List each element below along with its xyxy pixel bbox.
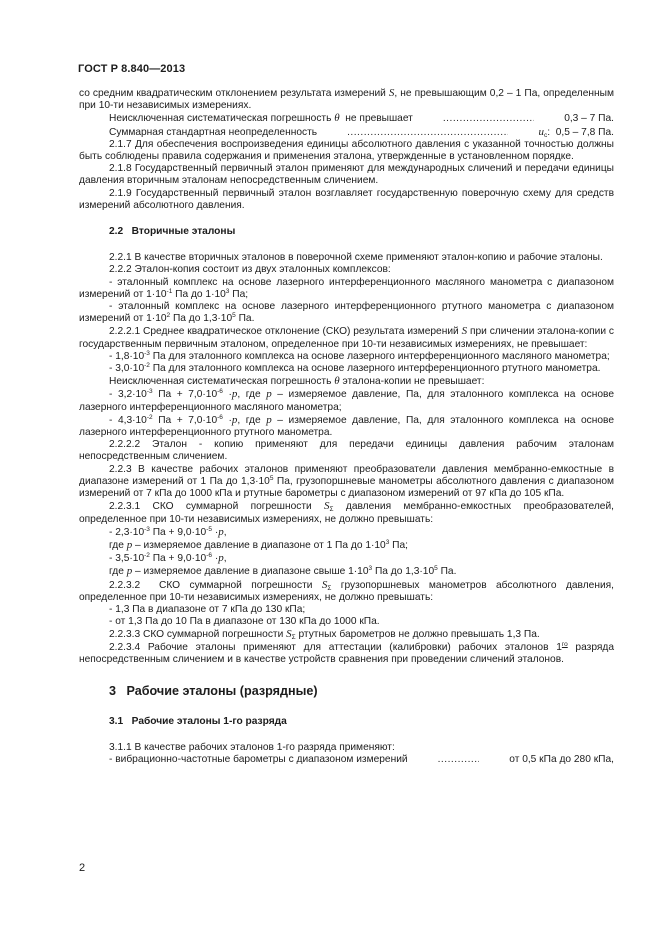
uncertainty-line: [79, 126, 614, 139]
paragraph-theta-copy-b: - $4,3\cdot 10^{-2}$ Па + $7,0\cdot 10^{-6} \cdot p$, где p – измеряемое давление, Па, для эталонного комплекса на основе лазерного интерференционного ртутного манометра.: [79, 413, 614, 439]
paragraph-2-2-2-2: 2.2.2.2 Эталон - копию применяют для передачи единицы давления рабочим эталонам непосредственным сличением.: [79, 439, 614, 463]
paragraph-2-2-3-3: 2.2.3.3 СКО суммарной погрешности $S_\Sigma$ ртутных барометров не должно превышать 1,3 Па.: [109, 628, 540, 642]
theta-label: Неисключенная систематическая погрешность θ не превышает: [109, 112, 413, 125]
section-heading-3-1: 3.1 Рабочие эталоны 1-го разряда: [109, 715, 287, 727]
document-body: [79, 87, 614, 767]
paragraph-2-2-3-1-a: - $2,3\cdot 10^{-3}$ Па + $9,0\cdot 10^{-5} \cdot p$,: [109, 525, 227, 538]
vibration-barometer-value: от 0,5 кПа до 280 кПа,: [509, 754, 614, 766]
paragraph-2-2-3: 2.2.3 В качестве рабочих эталонов применяют преобразователи давления мембранно-емкостные в диапазоне измерений от 1 Па до $1,3\cdot 10^5$ Па, грузопоршневые манометры абсолютного давления с диапазоном измерений от 7 кПа до 1000 кПа и ртутные барометры с диапазоном измерений от 97 кПа до 105 кПа.: [79, 463, 614, 500]
paragraph-2-2-2-1: 2.2.2.1 Среднее квадратическое отклонение (СКО) результата измерений S при сличении эталона-копии с государственным первичным эталоном, определенное при 10-ти независимых измерениях, не превышает:: [79, 325, 614, 350]
paragraph-2-2-3-2: 2.2.3.2 СКО суммарной погрешности $S_\Sigma$ грузопоршневых манометров абсолютного давления, определенное при 10-ти независимых измерениях, не должно превышать:: [79, 578, 615, 603]
paragraph-2-2-2-b: - эталонный комплекс на основе лазерного интерференционного ртутного манометра с диапазоном измерений от $1\cdot 10^2$ Па до $1,3\cdot 10^5$ Па.: [79, 301, 614, 325]
document-header: ГОСТ Р 8.840—2013: [78, 63, 186, 75]
paragraph-2-2-3-1: 2.2.3.1 СКО суммарной погрешности $S_\Sigma$ давления мембранно-емкостных преобразователей, определенное при 10-ти независимых измерениях, не должно превышать:: [79, 500, 614, 525]
paragraph-theta-copy-a: - $3,2\cdot 10^{-3}$ Па + $7,0\cdot 10^{-6} \cdot p$, где p – измеряемое давление, Па, для эталонного комплекса на основе лазерного интерференционного масляного манометра;: [79, 388, 614, 413]
paragraph-theta-copy: Неисключенная систематическая погрешность θ эталона-копии не превышает:: [109, 375, 485, 388]
section-heading-3: 3 Рабочие эталоны (разрядные): [109, 683, 318, 698]
theta-value: 0,3 – 7 Па.: [564, 113, 614, 125]
vibration-barometer-line: [79, 754, 614, 766]
page-number: 2: [79, 862, 86, 874]
paragraph-2-2-2-1-b: - $3,0\cdot 10^{-2}$ Па для эталонного комплекса на основе лазерного интерференционного ртутного манометра.: [109, 362, 601, 375]
paragraph-2-2-2: 2.2.2 Эталон-копия состоит из двух эталонных комплексов:: [109, 264, 391, 276]
paragraph-2-1-8: 2.1.8 Государственный первичный эталон применяют для международных сличений и передачи единицы давления вторичным эталонам непосредственным сличением.: [79, 163, 614, 187]
dot-leader: [413, 113, 534, 125]
paragraph-2-2-3-4: 2.2.3.4 Рабочие эталоны применяют для аттестации (калибровки) рабочих эталонов $1^{го}$ разряда непосредственным сличением и в качестве устройств сравнения при проведении сличений эталонов.: [79, 640, 614, 665]
paragraph-2-2-1: 2.2.1 В качестве вторичных эталонов в поверочной схеме применяют эталон-копию и рабочие эталоны.: [109, 252, 603, 264]
theta-line: [79, 112, 614, 125]
paragraph-2-2-3-1-d: где p – измеряемое давление в диапазоне свыше $1\cdot 10^3$ Па до $1,3\cdot 10^5$ Па.: [109, 565, 457, 578]
dot-leader: [408, 754, 480, 766]
section-heading-2-2: 2.2 Вторичные эталоны: [109, 226, 236, 238]
paragraph-2-2-3-2-b: - от 1,3 Па до 10 Па в диапазоне от 130 кПа до 1000 кПа.: [109, 616, 380, 628]
paragraph-continuation: со средним квадратическим отклонением результата измерений S, не превышающим 0,2 – 1 Па, определенным при 10-ти независимых измерениях.: [79, 87, 614, 112]
paragraph-2-1-7: 2.1.7 Для обеспечения воспроизведения единицы абсолютного давления с указанной точностью должны быть соблюдены правила содержания и применения эталона, утвержденные в установленном порядке.: [79, 138, 614, 163]
vibration-barometer-label: - вибрационно-частотные барометры с диапазоном измерений: [109, 754, 408, 766]
paragraph-2-2-3-2-a: - 1,3 Па в диапазоне от 7 кПа до 130 кПа;: [109, 603, 306, 615]
uncertainty-label: Суммарная стандартная неопределенность: [109, 126, 318, 138]
paragraph-2-2-2-a: - эталонный комплекс на основе лазерного интерференционного масляного манометра с диапазоном измерений от $1\cdot 10^{-1}$ Па до $1\cdot 10^3$ Па;: [79, 276, 614, 300]
paragraph-2-1-9: 2.1.9 Государственный первичный эталон возглавляет государственную поверочную схему для средств измерений абсолютного давления.: [79, 187, 614, 211]
dot-leader: [317, 127, 508, 139]
paragraph-2-2-2-1-a: - $1,8\cdot 10^{-3}$ Па для эталонного комплекса на основе лазерного интерференционного масляного манометра;: [109, 349, 610, 362]
paragraph-3-1-1: 3.1.1 В качестве рабочих эталонов 1-го разряда применяют:: [109, 742, 395, 754]
paragraph-2-2-3-1-b: где p – измеряемое давление в диапазоне от 1 Па до $1\cdot 10^3$ Па;: [109, 538, 408, 551]
paragraph-2-2-3-1-c: - $3,5\cdot 10^{-2}$ Па + $9,0\cdot 10^{-6} \cdot p$,: [109, 552, 227, 565]
uncertainty-value: $u_c$: 0,5 – 7,8 Па.: [538, 125, 614, 139]
